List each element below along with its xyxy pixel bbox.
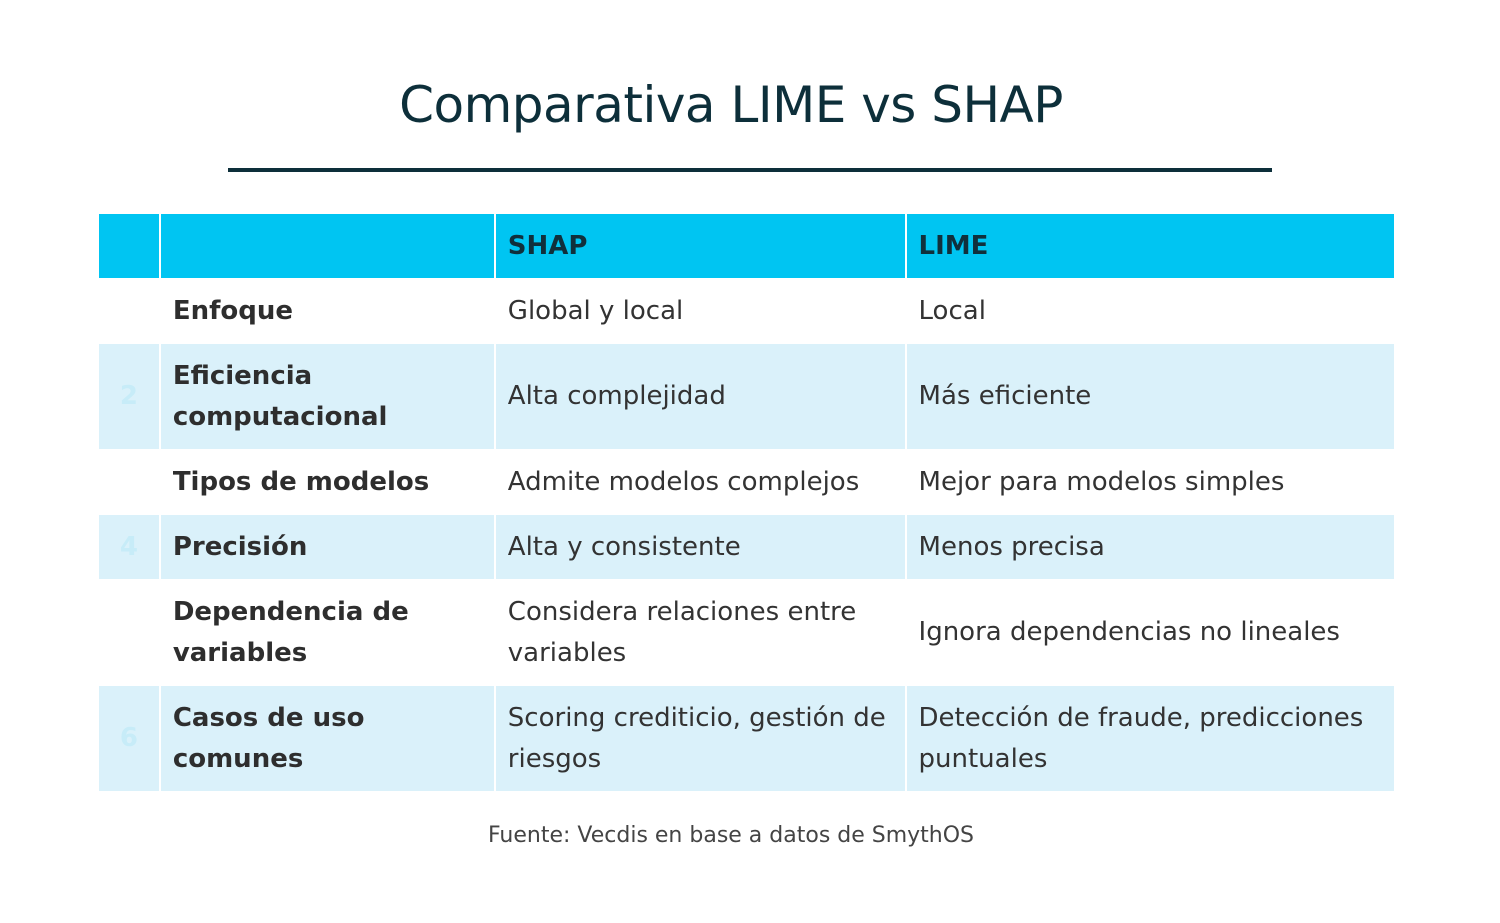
shap-cell: Scoring crediticio, gestión de riesgos [496,686,905,791]
row-number-text: 6 [119,723,138,753]
row-number-text: 3 [119,466,138,497]
lime-cell: Menos precisa [907,515,1394,579]
row-number [99,344,159,449]
row-number-text: 5 [119,617,138,647]
page-title: Comparativa LIME vs SHAP [399,76,1063,134]
lime-cell: Más eficiente [907,344,1394,449]
header-cell-lime: LIME [907,214,1394,278]
shap-cell: Alta complejidad [496,344,905,449]
criterion-cell: Tipos de modelos [161,450,494,514]
header-cell-index [99,214,159,278]
row-number-text: 4 [119,531,138,562]
table-row [99,344,1394,449]
table-row [99,450,1394,514]
criterion-cell: Eficiencia computacional [161,344,494,449]
row-number-text: 1 [119,295,138,326]
header-cell-shap: SHAP [496,214,905,278]
title-divider [228,168,1272,172]
criterion-cell: Dependencia de variables [161,580,494,685]
lime-cell: Mejor para modelos simples [907,450,1394,514]
row-number [99,580,159,685]
table-row [99,515,1394,579]
row-number-text: 2 [119,381,138,411]
shap-cell: Global y local [496,279,905,343]
table-row [99,279,1394,343]
row-number [99,515,159,579]
row-number [99,686,159,791]
row-number [99,279,159,343]
criterion-cell: Enfoque [161,279,494,343]
table-row [99,686,1394,791]
lime-cell: Detección de fraude, predicciones puntuales [907,686,1394,791]
row-number [99,450,159,514]
criterion-cell: Casos de uso comunes [161,686,494,791]
comparison-table [99,214,1394,791]
shap-cell: Alta y consistente [496,515,905,579]
criterion-cell: Precisión [161,515,494,579]
lime-cell: Ignora dependencias no lineales [907,580,1394,685]
source-note: Fuente: Vecdis en base a datos de SmythOS [487,823,975,848]
table-row [99,580,1394,685]
shap-cell: Considera relaciones entre variables [496,580,905,685]
lime-cell: Local [907,279,1394,343]
header-cell-criterion [161,214,494,278]
shap-cell: Admite modelos complejos [496,450,905,514]
table-header-row [99,214,1394,278]
